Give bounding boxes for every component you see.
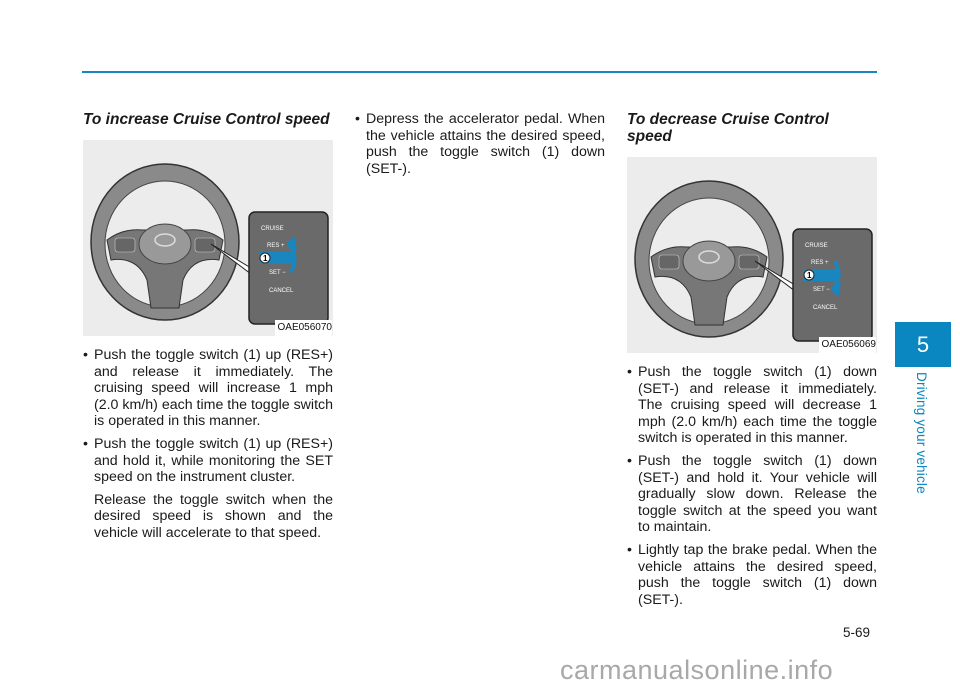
- left-column: [83, 111, 333, 548]
- svg-text:1: 1: [263, 254, 268, 263]
- bullet-item: • Push the toggle switch (1) down (SET-) and release it immediately. The cruising speed will decrease 1 mph (2.0 km/h) each time the toggle switch is operated in this manner.: [627, 364, 877, 447]
- steering-wheel-figure: [627, 157, 877, 353]
- page-number: 5-69: [843, 625, 871, 640]
- bullet-item: • Push the toggle switch (1) up (RES+) and release it immediately. The cruising speed will increase 1 mph (2.0 km/h) each time the toggle switch is operated in this manner.: [83, 347, 333, 430]
- steering-wheel-figure: [83, 140, 333, 336]
- svg-text:CANCEL: CANCEL: [813, 305, 838, 311]
- header-rule: [82, 71, 877, 73]
- svg-text:RES +: RES +: [267, 243, 285, 249]
- svg-text:CRUISE: CRUISE: [805, 243, 828, 249]
- figure-caption: OAE056069: [819, 337, 877, 354]
- figure-caption: OAE056070: [275, 320, 333, 337]
- steering-wheel-illustration: [83, 140, 333, 336]
- bullet-item: • Lightly tap the brake pedal. When the vehicle attains the desired speed, push the toggle switch (1) down (SET-).: [627, 542, 877, 608]
- steering-wheel-illustration: [627, 157, 877, 353]
- svg-text:1: 1: [807, 271, 812, 280]
- svg-text:SET −: SET −: [269, 270, 286, 276]
- bullet-item: • Push the toggle switch (1) up (RES+) and hold it, while monitoring the SET speed on the instrument cluster. Release the toggle switch when the desired speed is shown and the vehicle will accelerate to that speed.: [83, 436, 333, 542]
- chapter-title: Driving your vehicle: [914, 372, 929, 494]
- svg-text:SET −: SET −: [813, 287, 830, 293]
- bullet-item: • Depress the accelerator pedal. When the vehicle attains the desired speed, push the toggle switch (1) down (SET-).: [355, 111, 605, 177]
- middle-column: [355, 111, 605, 183]
- svg-text:CANCEL: CANCEL: [269, 288, 294, 294]
- chapter-tab[interactable]: 5: [895, 322, 951, 367]
- svg-text:RES +: RES +: [811, 260, 829, 266]
- bullet-item: • Push the toggle switch (1) down (SET-) and hold it. Your vehicle will gradually slow down. Release the toggle switch at the speed you want to maintain.: [627, 453, 877, 536]
- svg-text:CRUISE: CRUISE: [261, 226, 284, 232]
- section-heading: To decrease Cruise Control speed: [627, 111, 829, 145]
- section-heading: To increase Cruise Control speed: [83, 111, 330, 128]
- right-column: [627, 111, 877, 614]
- watermark: carmanualsonline.info: [560, 655, 834, 685]
